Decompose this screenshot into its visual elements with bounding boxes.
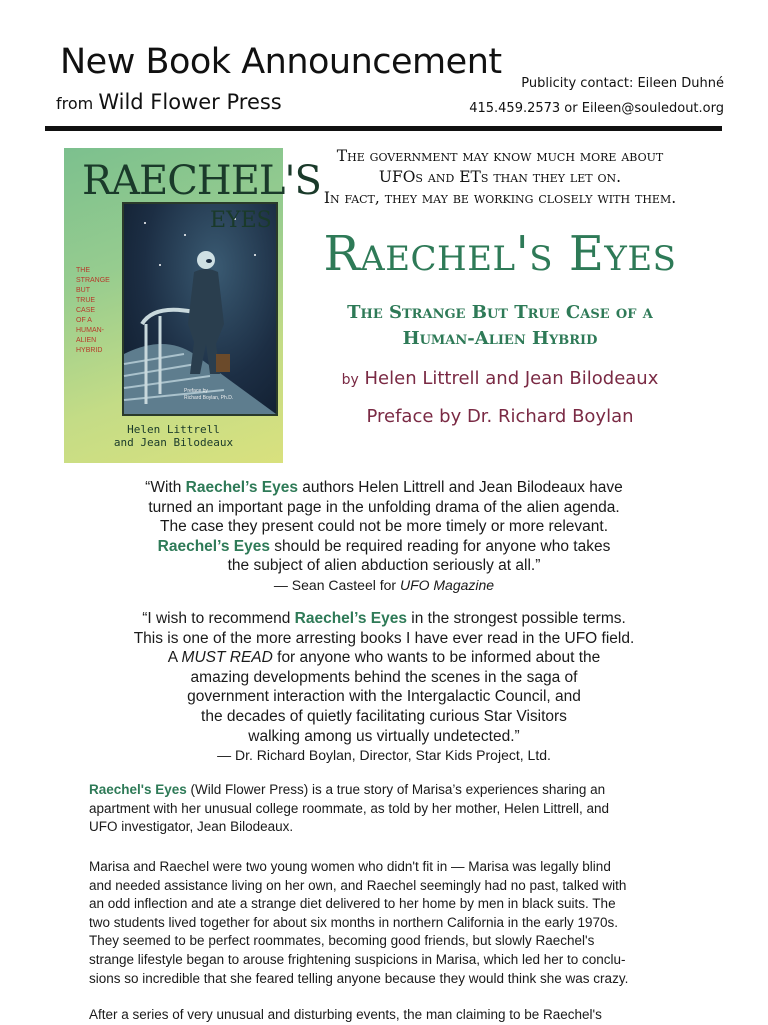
review-quote-2: “I wish to recommend Raechel’s Eyes in the strongest possible terms. This is one of the more arresting books I have ever read in the UFO field. A MUST READ for anyone who wants to be informed about the amazing developments behind the scenes in the saga of government interaction with the Intergalactic Council, and the decades of quietly facilitating curious Star Visitors walking among us virtually undetected.” — Dr. Richard Boylan, Director, Star Kids Project, Ltd.: [60, 609, 708, 766]
teaser-tagline: The government may know much more about UFOs and ETs than they let on. In fact, they may be working closely with them.: [323, 147, 677, 207]
quote-attribution: — Dr. Richard Boylan, Director, Star Kids Project, Ltd.: [217, 747, 551, 764]
contact-name: Publicity contact: Eileen Duhné: [521, 76, 724, 91]
body-paragraph-1: Raechel's Eyes (Wild Flower Press) is a true story of Marisa’s experiences sharing an apartment with her unusual college roommate, as told by her mother, Helen Littrell, and UFO investigator, Jean Bilodeaux.: [89, 782, 610, 835]
book-subtitle: The Strange But True Case of a Human-Alien Hybrid: [347, 302, 653, 349]
preface-credit: Preface by Dr. Richard Boylan: [366, 406, 634, 427]
publisher-line: [56, 90, 282, 114]
cover-tagline: THE STRANGE BUT TRUE CASE OF A HUMAN- ALIEN HYBRID: [76, 267, 110, 354]
from-label: from: [56, 94, 94, 113]
publisher-name: Wild Flower Press: [98, 90, 282, 114]
announcement-title: New Book Announcement: [60, 42, 502, 82]
staircase-figure-illustration: [124, 204, 276, 414]
book-title: Raechel's Eyes: [323, 226, 677, 282]
body-paragraph-3: After a series of very unusual and disturbing events, the man claiming to be Raechel's: [89, 1007, 602, 1022]
cover-title-eyes: EYES: [210, 208, 272, 233]
publicity-contact: [469, 71, 724, 121]
cover-preface-credit: Preface by Richard Boylan, Ph.D.: [184, 388, 234, 401]
header-divider: [45, 126, 722, 131]
cover-title: RAECHEL'S: [82, 158, 321, 204]
cover-illustration: [122, 202, 278, 416]
book-cover: [64, 148, 321, 463]
cover-authors: Helen Littrell and Jean Bilodeaux: [113, 423, 234, 449]
author-byline: by Helen Littrell and Jean Bilodeaux: [341, 368, 659, 389]
review-quote-1: “With Raechel’s Eyes authors Helen Littrell and Jean Bilodeaux have turned an important page in the unfolding drama of the alien agenda. The case they present could not be more timely or more relevant. Raechel’s Eyes should be required reading for anyone who takes the subject of alien abduction seriously at all.” — Sean Casteel for UFO Magazine: [60, 478, 708, 596]
body-paragraph-2: Marisa and Raechel were two young women who didn't fit in — Marisa was legally blind and needed assistance living on her own, and Raechel seemingly had no past, talked with an odd inflection and ate a strange diet delivered to her home by men in black suits. The two students lived together for about six months in northern California in the early 1970s. They seemed to be perfect roommates, becoming good friends, but slowly Raechel's strange lifestyle began to arouse frightening suspicions in Marisa, which led her to conclu- sions so incredible that she feared telling anyone because they would think she was crazy.: [89, 859, 629, 986]
contact-phone-email[interactable]: 415.459.2573 or Eileen@souledout.org: [469, 101, 724, 116]
quote-attribution: — Sean Casteel for UFO Magazine: [273, 576, 495, 593]
